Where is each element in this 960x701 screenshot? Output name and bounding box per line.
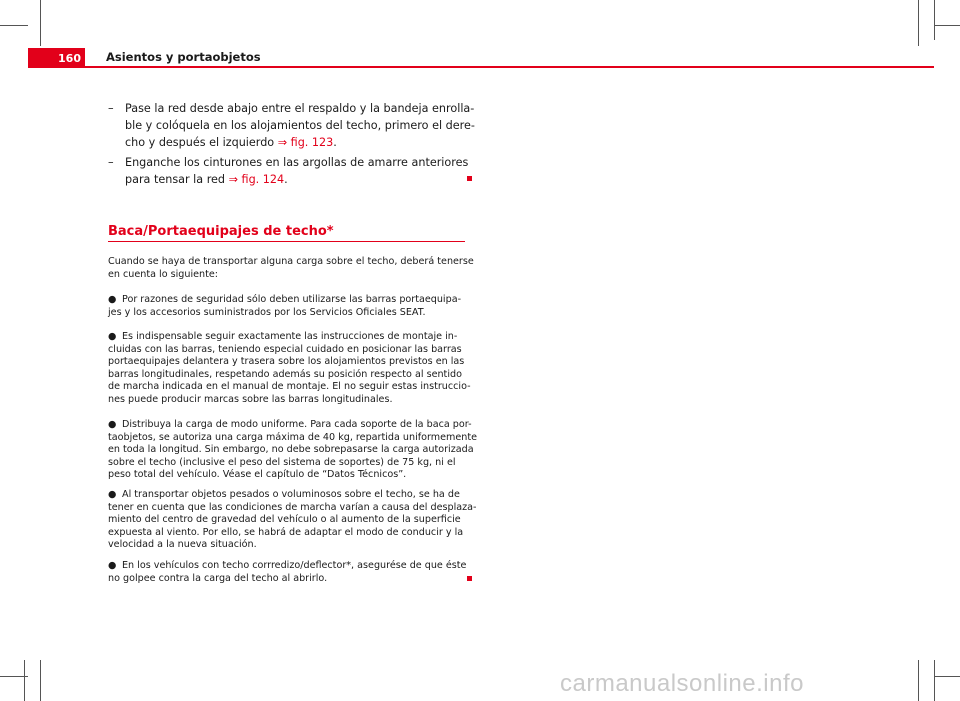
crop-mark: [40, 660, 41, 701]
section-rule: [108, 241, 465, 242]
paragraph-line: portaequipajes delantera y trasera sobre los alojamientos previstos en las: [108, 356, 465, 368]
section-end-marker: [467, 176, 472, 181]
paragraph-line: de marcha indicada en el manual de montaje. El no seguir estas instruccio-: [108, 381, 471, 393]
step-dash: –: [108, 102, 114, 115]
crop-mark: [40, 0, 41, 46]
paragraph-line: peso total del vehículo. Véase el capítulo de “Datos Técnicos”.: [108, 469, 407, 481]
crop-mark: [0, 25, 28, 26]
paragraph-line: en toda la longitud. Sin embargo, no debe sobrepasarse la carga autorizada: [108, 444, 474, 456]
crop-mark: [934, 0, 935, 40]
section-title: Baca/Portaequipajes de techo*: [108, 224, 334, 239]
bullet-icon: ●: [108, 419, 117, 430]
paragraph-line: nes puede producir marcas sobre las barras longitudinales.: [108, 393, 393, 405]
figure-reference-link[interactable]: ⇒ fig. 123: [277, 136, 334, 149]
paragraph-line: Cuando se haya de transportar alguna carga sobre el techo, deberá tenerse: [108, 256, 474, 267]
bullet-item: [108, 560, 468, 585]
step-line: Pase la red desde abajo entre el respaldo y la bandeja enrolla-: [125, 102, 475, 115]
bullet-icon: ●: [108, 331, 117, 342]
step-line-end: .: [284, 173, 288, 186]
paragraph-line: cluidas con las barras, teniendo especial cuidado en posicionar las barras: [108, 343, 462, 355]
crop-mark: [934, 676, 960, 677]
bullet-item: [108, 419, 478, 482]
paragraph-line: Por razones de seguridad sólo deben utilizarse las barras portaequipa-: [122, 294, 462, 305]
instruction-step: [108, 100, 478, 151]
step-line-end: .: [333, 136, 337, 149]
step-line: cho y después el izquierdo: [125, 136, 278, 149]
watermark: carmanualsonline.info: [560, 670, 804, 697]
step-line: Enganche los cinturones en las argollas de amarre anteriores: [125, 156, 469, 169]
paragraph-line: sobre el techo (inclusive el peso del sistema de soportes) de 75 kg, ni el: [108, 456, 456, 468]
paragraph-line: velocidad a la nueva situación.: [108, 539, 257, 551]
bullet-icon: ●: [108, 294, 117, 305]
bullet-icon: ●: [108, 489, 117, 500]
paragraph-line: Al transportar objetos pesados o voluminosos sobre el techo, se ha de: [122, 489, 460, 500]
section-end-marker: [467, 576, 472, 581]
crop-mark: [918, 660, 919, 701]
paragraph-line: En los vehículos con techo corrredizo/deflector*, asegurése de que éste: [122, 560, 467, 571]
paragraph-line: en cuenta lo siguiente:: [108, 268, 219, 280]
bullet-item: [108, 331, 471, 407]
step-dash: –: [108, 156, 114, 169]
step-line: para tensar la red: [125, 173, 229, 186]
paragraph-line: miento del centro de gravedad del vehículo o al aumento de la superficie: [108, 514, 461, 526]
bullet-icon: ●: [108, 560, 117, 571]
paragraph-line: no golpee contra la carga del techo al abrirlo.: [108, 572, 328, 584]
crop-mark: [918, 0, 919, 46]
page-number: 160: [28, 48, 85, 68]
crop-mark: [24, 660, 25, 701]
paragraph-line: jes y los accesorios suministrados por los Servicios Oficiales SEAT.: [108, 306, 426, 318]
instruction-step: [108, 154, 478, 188]
intro-paragraph: [108, 256, 474, 281]
step-line: ble y colóquela en los alojamientos del techo, primero el dere-: [125, 119, 475, 132]
bullet-item: [108, 489, 477, 552]
page-header-title: Asientos y portaobjetos: [106, 50, 261, 64]
paragraph-line: expuesta al viento. Por ello, se habrá de adaptar el modo de conducir y la: [108, 526, 464, 538]
figure-reference-link[interactable]: ⇒ fig. 124: [228, 173, 285, 186]
bullet-item: [108, 294, 468, 319]
paragraph-line: taobjetos, se autoriza una carga máxima de 40 kg, repartida uniformemente: [108, 431, 478, 443]
paragraph-line: Distribuya la carga de modo uniforme. Para cada soporte de la baca por-: [122, 419, 472, 430]
paragraph-line: tener en cuenta que las condiciones de marcha varían a causa del desplaza-: [108, 501, 477, 513]
header-rule: [85, 66, 934, 68]
paragraph-line: barras longitudinales, respetando además su posición respecto al sentido: [108, 368, 462, 380]
paragraph-line: Es indispensable seguir exactamente las instrucciones de montaje in-: [122, 331, 458, 342]
crop-mark: [934, 660, 935, 701]
crop-mark: [934, 25, 960, 26]
